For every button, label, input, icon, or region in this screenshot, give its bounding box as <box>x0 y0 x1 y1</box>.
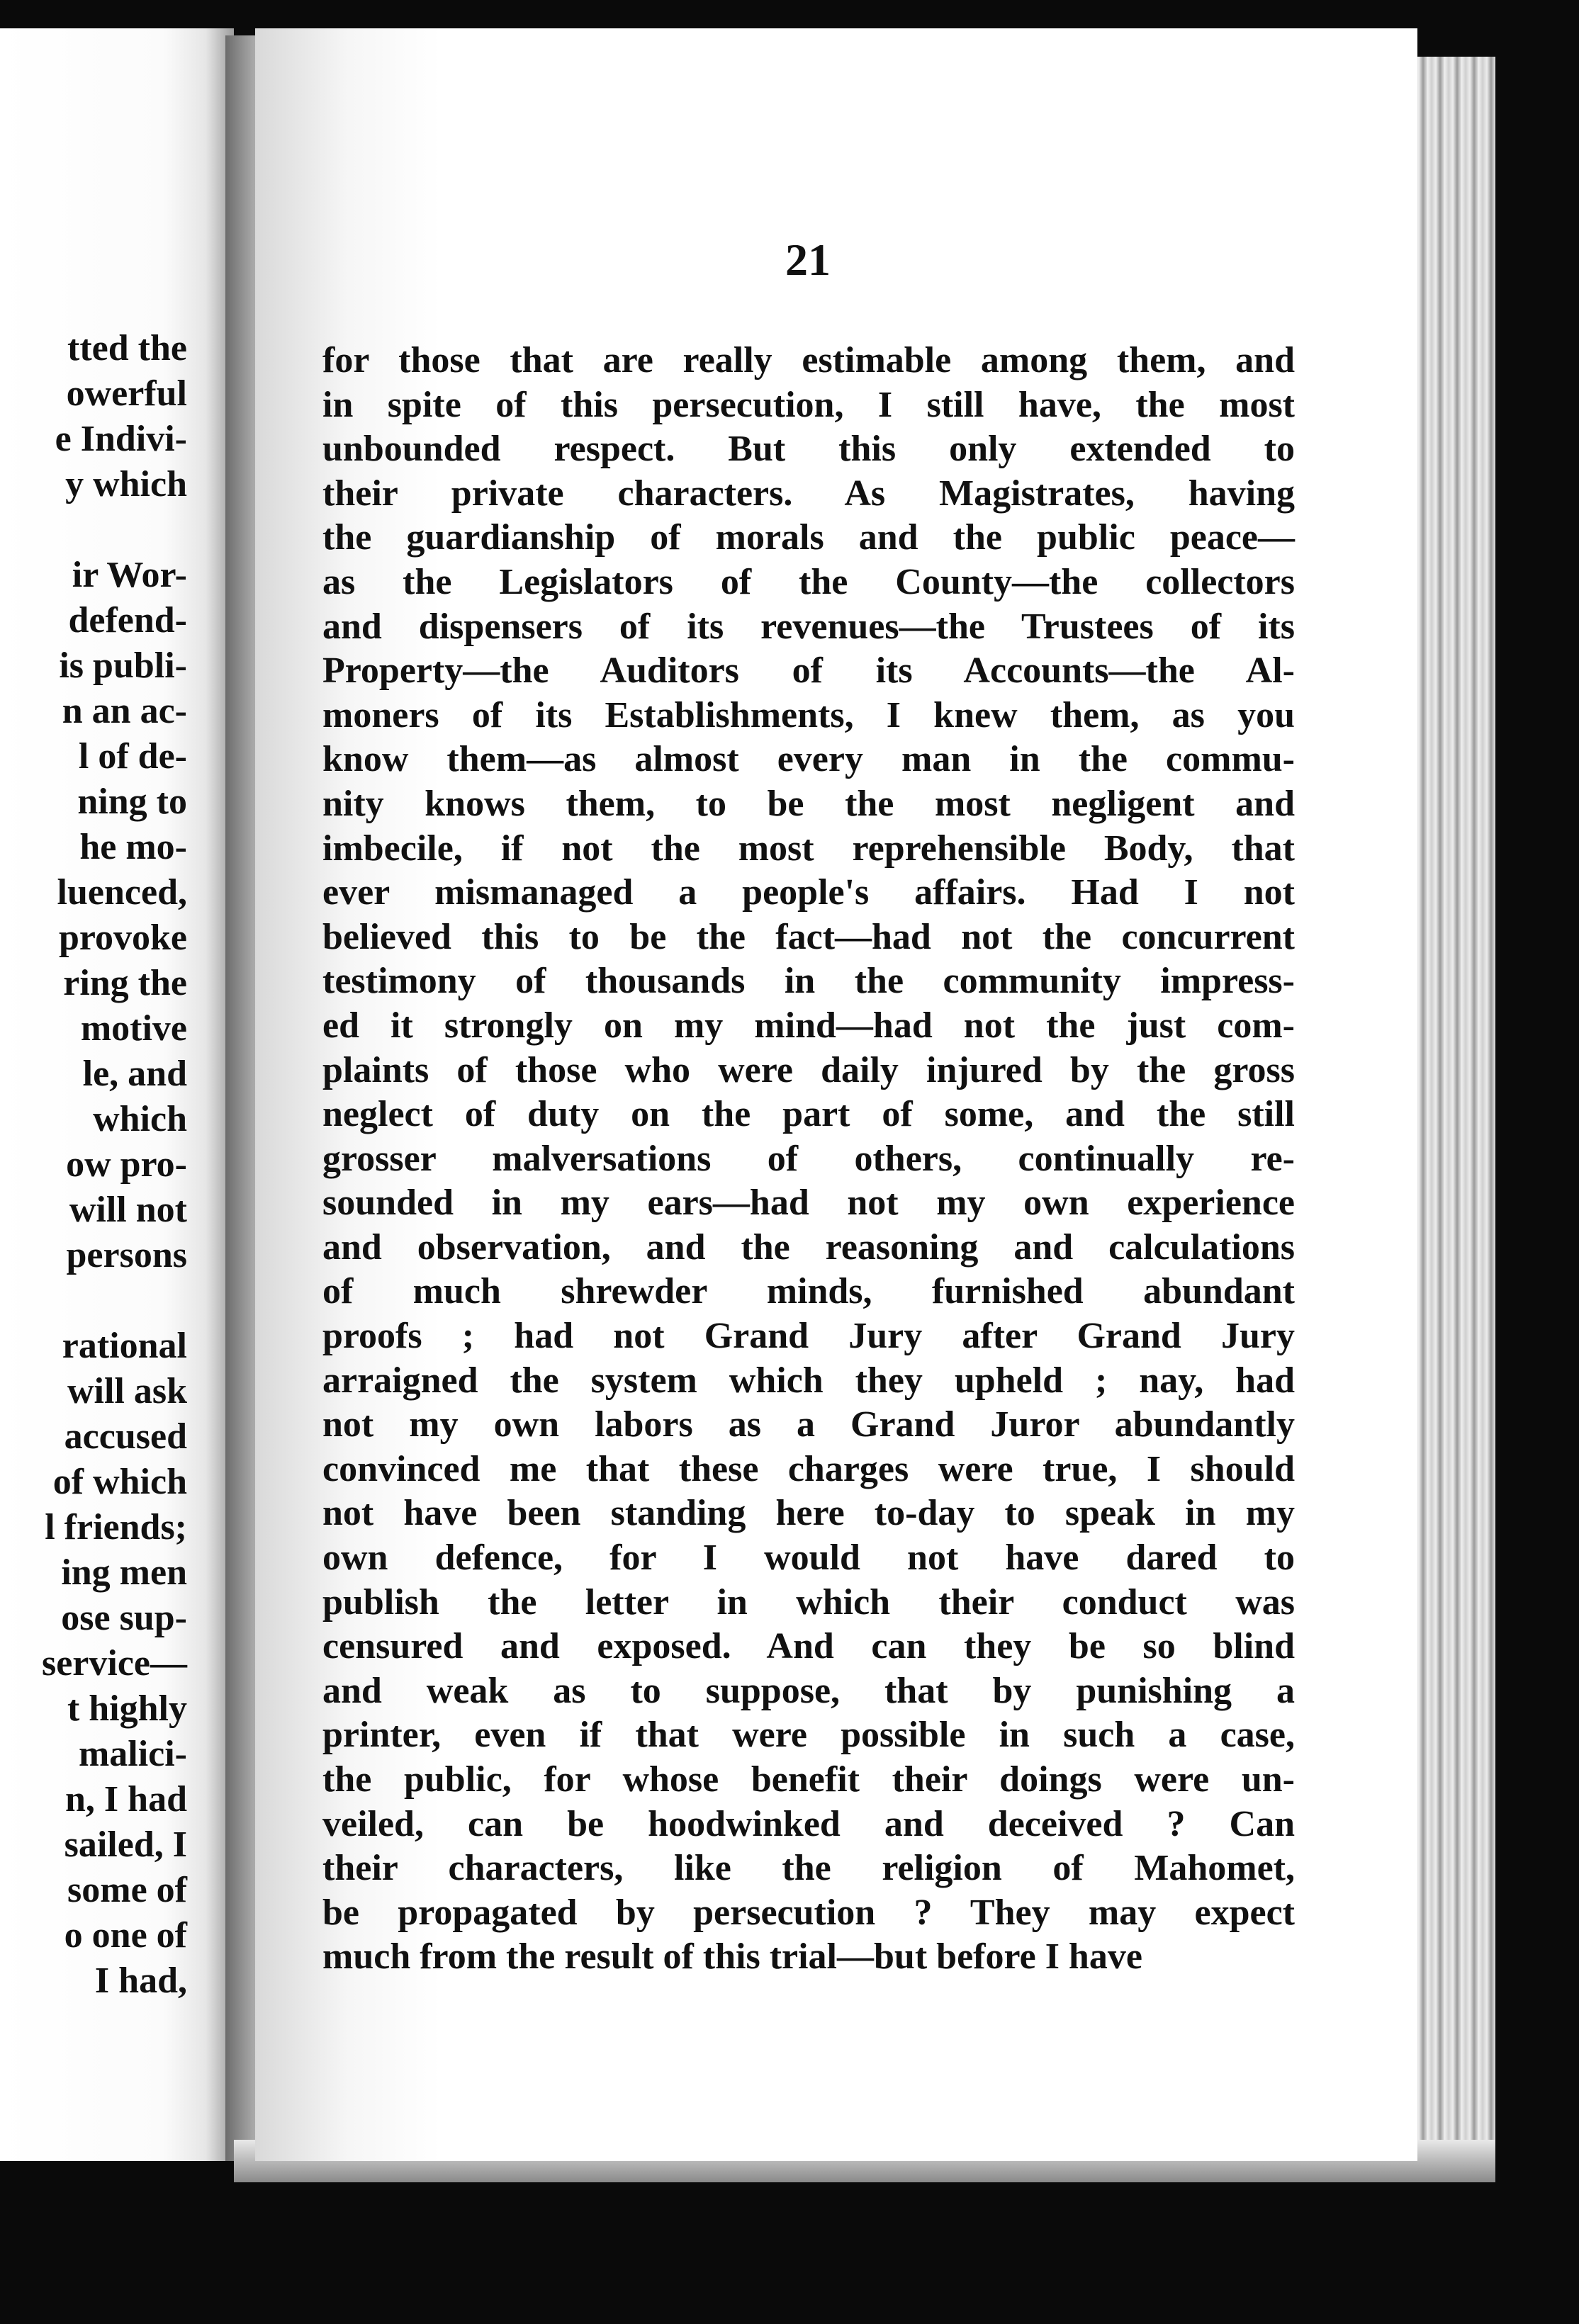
text-line: grosser malversations of others, continually re- <box>322 1138 1295 1179</box>
left-text-line: e Indivi- <box>55 419 187 459</box>
text-line: printer, even if that were possible in such a case, <box>322 1715 1295 1756</box>
left-text-line: service— <box>41 1643 187 1683</box>
text-line: nity knows them, to be the most negligent and <box>322 783 1295 824</box>
page-number: 21 <box>785 235 831 285</box>
left-text-line: ow pro- <box>66 1144 187 1185</box>
left-page-text <box>0 326 187 2004</box>
left-text-line: he mo- <box>79 827 187 867</box>
text-line: the guardianship of morals and the public peace— <box>322 517 1295 558</box>
left-text-line: ring the <box>63 963 187 1003</box>
left-text-line: which <box>93 1099 187 1139</box>
text-line: veiled, can be hoodwinked and deceived ? Can <box>322 1803 1295 1844</box>
left-text-line: will ask <box>67 1371 187 1411</box>
text-line: and dispensers of its revenues—the Trustees of its <box>322 606 1295 647</box>
text-line: much from the result of this trial—but before I have <box>322 1936 1142 1978</box>
left-text-line: n, I had <box>65 1779 187 1820</box>
left-text-line: will not <box>69 1190 187 1230</box>
text-line: testimony of thousands in the community impress- <box>322 961 1295 1002</box>
left-text-line: persons <box>66 1235 187 1275</box>
text-line: of much shrewder minds, furnished abundant <box>322 1271 1295 1312</box>
left-text-line: t highly <box>67 1688 187 1729</box>
left-text-line: provoke <box>58 918 187 958</box>
left-text-line: l friends; <box>45 1507 187 1547</box>
left-text-line: ir Wor- <box>72 555 187 595</box>
left-text-line: rational <box>62 1326 187 1366</box>
left-text-line: accused <box>64 1416 187 1457</box>
text-line: for those that are really estimable among them, and <box>322 340 1295 380</box>
left-text-line: tted the <box>67 328 187 368</box>
left-text-line: sailed, I <box>64 1824 187 1865</box>
text-line: and observation, and the reasoning and calculations <box>322 1226 1295 1268</box>
left-text-line: of which <box>52 1462 187 1502</box>
text-line: be propagated by persecution ? They may expect <box>322 1892 1295 1933</box>
left-text-line: le, and <box>82 1054 187 1094</box>
body-text <box>322 339 1295 1980</box>
text-line: not have been standing here to-day to speak in my <box>322 1493 1295 1534</box>
text-line: proofs ; had not Grand Jury after Grand Jury <box>322 1316 1295 1357</box>
text-line: know them—as almost every man in the commu- <box>322 739 1295 780</box>
text-line: Property—the Auditors of its Accounts—the Al- <box>322 650 1295 692</box>
text-line: convinced me that these charges were true, I should <box>322 1448 1295 1489</box>
left-text-line: n an ac- <box>62 691 187 731</box>
text-line: plaints of those who were daily injured by the gross <box>322 1049 1295 1090</box>
text-line: not my own labors as a Grand Juror abundantly <box>322 1404 1295 1445</box>
left-text-line: ose sup- <box>61 1598 187 1638</box>
text-line: own defence, for I would not have dared to <box>322 1538 1295 1579</box>
text-line: unbounded respect. But this only extended to <box>322 429 1295 470</box>
text-line: moners of its Establishments, I knew them, as you <box>322 694 1295 735</box>
text-line: in spite of this persecution, I still have, the most <box>322 384 1295 425</box>
left-text-line: ing men <box>61 1552 187 1593</box>
text-line: ed it strongly on my mind—had not the just com- <box>322 1005 1295 1046</box>
text-line: ever mismanaged a people's affairs. Had I not <box>322 872 1295 913</box>
text-line: neglect of duty on the part of some, and the still <box>322 1094 1295 1135</box>
left-text-line: luenced, <box>57 872 187 913</box>
left-text-line: o one of <box>64 1915 187 1956</box>
text-line: believed this to be the fact—had not the concurrent <box>322 916 1295 957</box>
text-line: as the Legislators of the County—the collectors <box>322 561 1295 602</box>
left-text-line: y which <box>65 464 187 504</box>
page-stack-edge <box>1410 57 1495 2175</box>
text-line: the public, for whose benefit their doings were un- <box>322 1759 1295 1800</box>
left-text-line: I had, <box>94 1961 187 2001</box>
text-line: sounded in my ears—had not my own experience <box>322 1183 1295 1224</box>
text-line: and weak as to suppose, that by punishing a <box>322 1670 1295 1711</box>
left-text-line: owerful <box>66 373 187 414</box>
text-line: their characters, like the religion of Mahomet, <box>322 1848 1295 1889</box>
left-text-line: is publi- <box>59 645 187 686</box>
text-line: their private characters. As Magistrates, having <box>322 473 1295 514</box>
left-text-line <box>0 1278 187 1324</box>
text-line: publish the letter in which their conduct was <box>322 1581 1295 1623</box>
left-text-line: some of <box>67 1870 187 1910</box>
left-text-line <box>0 507 187 553</box>
left-text-line: motive <box>80 1008 187 1049</box>
left-text-line: ning to <box>77 782 187 822</box>
text-line: censured and exposed. And can they be so blind <box>322 1626 1295 1667</box>
left-text-line: malici- <box>78 1734 187 1774</box>
text-line: arraigned the system which they upheld ; nay, had <box>322 1360 1295 1401</box>
left-text-line: l of de- <box>78 736 187 777</box>
left-page <box>0 28 234 2161</box>
text-line: imbecile, if not the most reprehensible Body, that <box>322 828 1295 869</box>
left-text-line: defend- <box>68 600 187 641</box>
